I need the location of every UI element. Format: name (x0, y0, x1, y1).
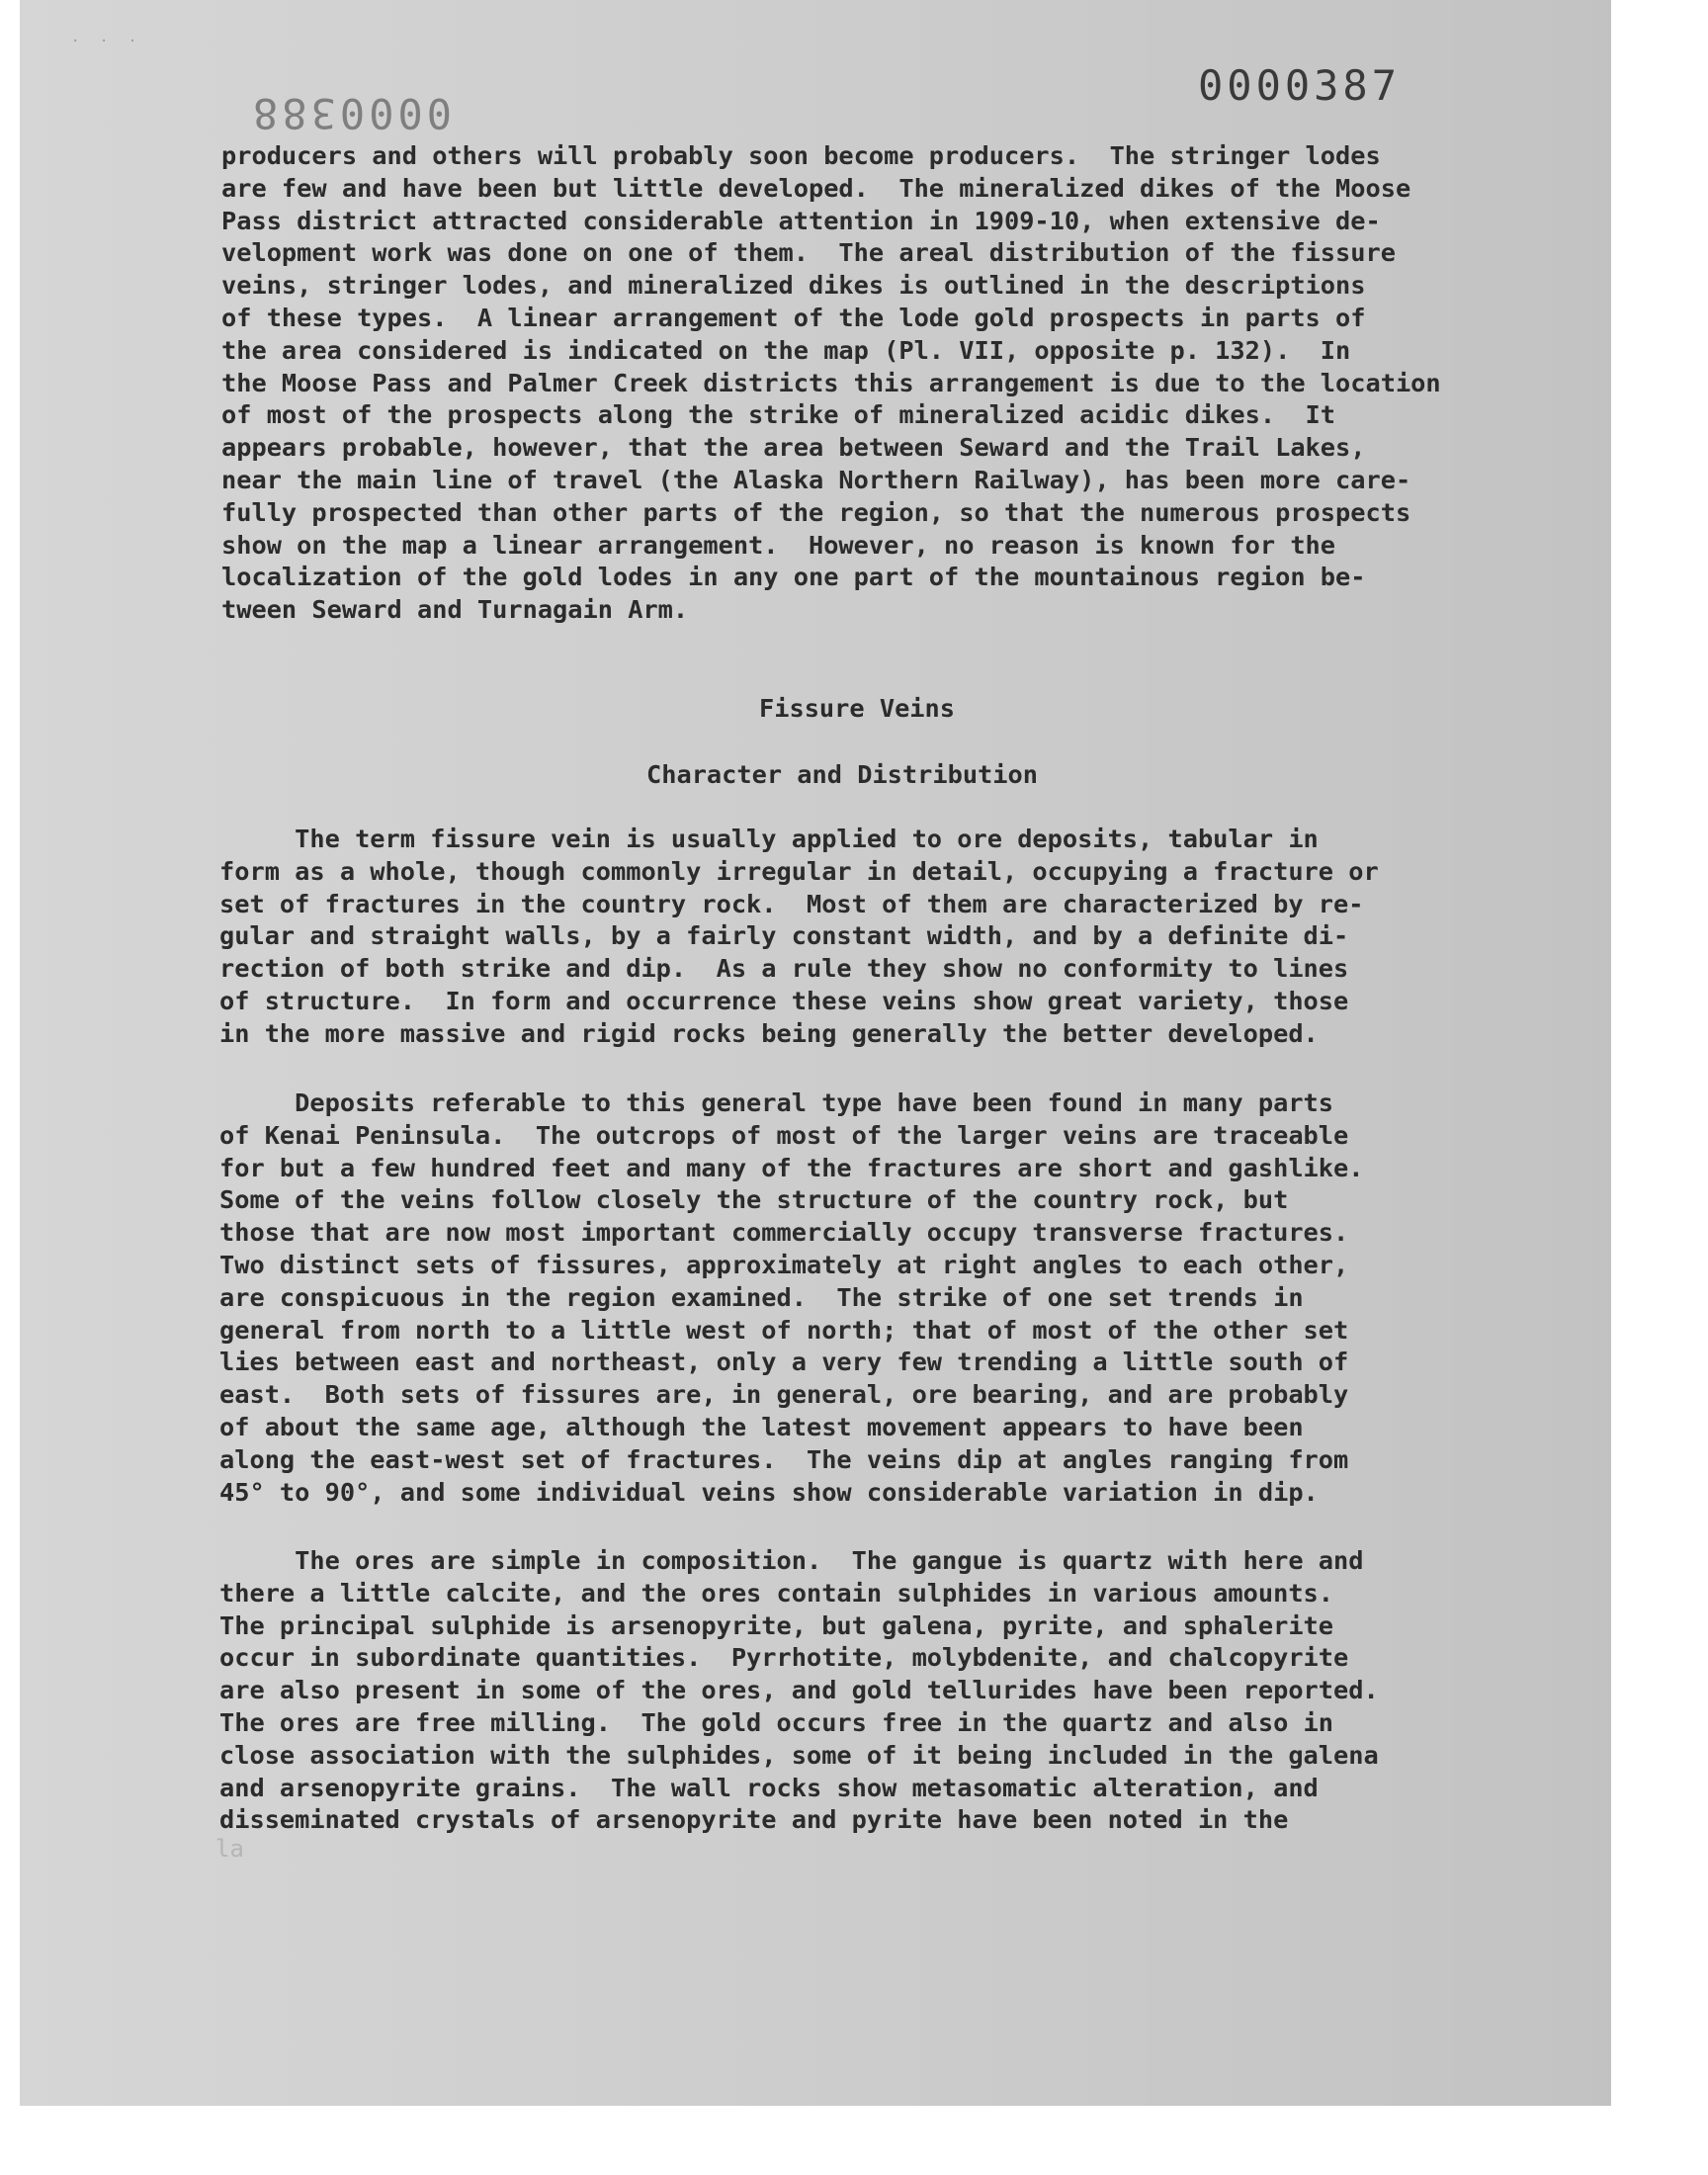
text-line: localization of the gold lodes in any one part of the mountainous region be- (221, 563, 1366, 592)
text-line: The ores are free milling. The gold occurs free in the quartz and also in (219, 1707, 1334, 1737)
text-line: are also present in some of the ores, and gold tellurides have been reported. (219, 1676, 1379, 1705)
text-line: the area considered is indicated on the map (Pl. VII, opposite p. 132). In (221, 335, 1351, 365)
text-line: near the main line of travel (the Alaska Northern Railway), has been more care- (221, 465, 1411, 494)
text-line: the Moose Pass and Palmer Creek districts this arrangement is due to the location (221, 368, 1441, 397)
text-line: producers and others will probably soon become producers. The stringer lodes (221, 141, 1381, 170)
text-line: Some of the veins follow closely the structure of the country rock, but (219, 1185, 1289, 1215)
text-line: of these types. A linear arrangement of the lode gold prospects in parts of (221, 303, 1366, 332)
text-line: gular and straight walls, by a fairly constant width, and by a definite di- (219, 921, 1349, 951)
text-line: tween Seward and Turnagain Arm. (221, 595, 689, 625)
mirrored-page-number-stamp: 0000388 (249, 89, 453, 137)
paragraph-3 (219, 1088, 1583, 1509)
paragraph-1 (221, 140, 1585, 627)
faint-trailing-text: la (215, 1835, 244, 1863)
text-line: of Kenai Peninsula. The outcrops of most of the larger veins are traceable (219, 1120, 1349, 1150)
text-line: form as a whole, though commonly irregular in detail, occupying a fracture or (219, 856, 1379, 886)
text-line: close association with the sulphides, some of it being included in the galena (219, 1740, 1379, 1770)
text-line: Deposits referable to this general type have been found in many parts (219, 1088, 1334, 1117)
text-line: disseminated crystals of arsenopyrite and pyrite have been noted in the (219, 1805, 1289, 1835)
text-line: are few and have been but little developed. The mineralized dikes of the Moose (221, 173, 1411, 203)
text-line: those that are now most important commercially occupy transverse fractures. (219, 1218, 1349, 1248)
text-line: and arsenopyrite grains. The wall rocks show metasomatic alteration, and (219, 1773, 1319, 1802)
text-line: The term fissure vein is usually applied to ore deposits, tabular in (219, 825, 1319, 853)
bottom-margin (0, 2106, 1708, 2175)
scanned-page (20, 0, 1611, 2106)
text-line: show on the map a linear arrangement. However, no reason is known for the (221, 530, 1336, 560)
text-line: veins, stringer lodes, and mineralized dikes is outlined in the descriptions (221, 271, 1366, 301)
text-line: fully prospected than other parts of the region, so that the numerous prospects (221, 497, 1411, 527)
text-line: of about the same age, although the latest movement appears to have been (219, 1412, 1304, 1441)
text-line: The principal sulphide is arsenopyrite, but galena, pyrite, and sphalerite (219, 1610, 1334, 1640)
subsection-heading: Character and Distribution (646, 760, 1038, 789)
text-line: of most of the prospects along the strike of mineralized acidic dikes. It (221, 400, 1336, 430)
text-line: 45° to 90°, and some individual veins show considerable variation in dip. (219, 1477, 1319, 1507)
text-line: rection of both strike and dip. As a rule they show no conformity to lines (219, 954, 1349, 984)
text-line: along the east-west set of fractures. The veins dip at angles ranging from (219, 1444, 1349, 1474)
paragraph-4 (219, 1545, 1583, 1837)
text-line: The ores are simple in composition. The gangue is quartz with here and (219, 1546, 1364, 1575)
text-line: set of fractures in the country rock. Most of them are characterized by re- (219, 889, 1364, 918)
text-line: for but a few hundred feet and many of the fractures are short and gashlike. (219, 1153, 1364, 1182)
section-heading: Fissure Veins (759, 694, 955, 723)
text-line: are conspicuous in the region examined. The strike of one set trends in (219, 1282, 1304, 1312)
paragraph-2 (219, 824, 1583, 1051)
text-line: appears probable, however, that the area between Seward and the Trail Lakes, (221, 433, 1366, 463)
text-line: occur in subordinate quantities. Pyrrhotite, molybdenite, and chalcopyrite (219, 1643, 1349, 1673)
text-line: east. Both sets of fissures are, in general, ore bearing, and are probably (219, 1380, 1349, 1410)
scan-specks: · · · (71, 34, 143, 49)
text-line: general from north to a little west of north; that of most of the other set (219, 1315, 1349, 1345)
text-line: Pass district attracted considerable attention in 1909-10, when extensive de- (221, 206, 1381, 235)
text-line: velopment work was done on one of them. The areal distribution of the fissure (221, 238, 1396, 268)
text-line: of structure. In form and occurrence these veins show great variety, those (219, 986, 1349, 1015)
text-line: there a little calcite, and the ores contain sulphides in various amounts. (219, 1578, 1334, 1608)
text-line: Two distinct sets of fissures, approximately at right angles to each other, (219, 1250, 1349, 1279)
text-line: lies between east and northeast, only a very few trending a little south of (219, 1348, 1349, 1377)
page-number-stamp: 0000387 (1198, 61, 1402, 110)
text-line: in the more massive and rigid rocks being generally the better developed. (219, 1018, 1319, 1048)
page-edge-shadow (1593, 0, 1611, 2106)
